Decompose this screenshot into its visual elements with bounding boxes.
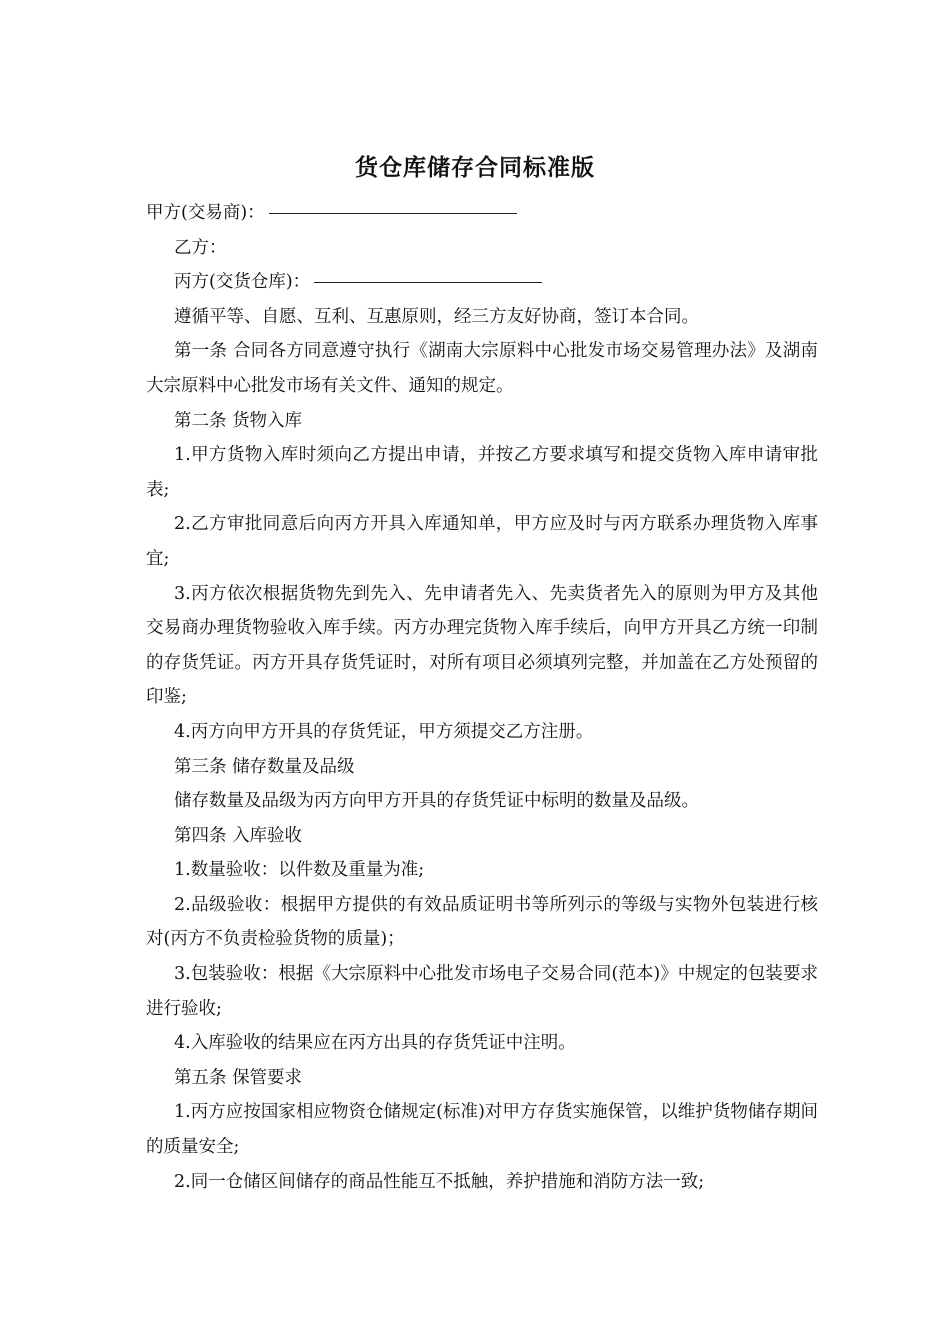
paragraph: 4.入库验收的结果应在丙方出具的存货凭证中注明。 (174, 1033, 576, 1054)
party-b-line (146, 231, 818, 266)
document-body (146, 196, 818, 1199)
article-1-paragraph: 第一条 合同各方同意遵守执行《湖南大宗原料中心批发市场交易管理办法》及湖南大宗原料中心批发市场有关文件、通知的规定。 (146, 341, 818, 396)
article-2-heading: 第二条 货物入库 (174, 410, 303, 431)
paragraph: 3.丙方依次根据货物先到先入、先申请者先入、先卖货者先入的原则为甲方及其他交易商办理货物验收入库手续。丙方办理完货物入库手续后，向甲方开具乙方统一印制的存货凭证。丙方开具存货凭证时，对所有项目必须填列完整，并加盖在乙方处预留的印鉴; (146, 583, 818, 708)
article-4-heading: 第四条 入库验收 (174, 825, 303, 846)
party-a-line (146, 196, 818, 231)
paragraph: 遵循平等、自愿、互利、互惠原则，经三方友好协商，签订本合同。 (174, 306, 699, 327)
party-c-line (146, 265, 818, 300)
document-title: 货仓库储存合同标准版 (355, 155, 595, 181)
paragraph: 1.甲方货物入库时须向乙方提出申请，并按乙方要求填写和提交货物入库申请审批表; (146, 445, 818, 500)
paragraph: 2.同一仓储区间储存的商品性能互不抵触，养护措施和消防方法一致; (174, 1171, 705, 1192)
party-c-label: 丙方(交货仓库)： (174, 272, 311, 293)
article-5-heading: 第五条 保管要求 (174, 1067, 303, 1088)
party-b-label: 乙方： (174, 237, 227, 258)
paragraph: 2.乙方审批同意后向丙方开具入库通知单，甲方应及时与丙方联系办理货物入库事宜; (146, 514, 818, 569)
paragraph: 1.丙方应按国家相应物资仓储规定(标准)对甲方存货实施保管，以维护货物储存期间的质量安全; (146, 1102, 818, 1158)
party-a-blank (269, 212, 517, 214)
paragraph: 1.数量验收：以件数及重量为准; (174, 860, 425, 881)
paragraph: 4.丙方向甲方开具的存货凭证，甲方须提交乙方注册。 (174, 721, 594, 742)
paragraph: 2.品级验收：根据甲方提供的有效品质证明书等所列示的等级与实物外包装进行核对(丙方不负责检验货物的质量)； (146, 894, 818, 950)
paragraph: 3.包装验收：根据《大宗原料中心批发市场电子交易合同(范本)》中规定的包装要求进行验收; (146, 964, 818, 1019)
paragraph: 储存数量及品级为丙方向甲方开具的存货凭证中标明的数量及品级。 (174, 791, 699, 812)
article-3-heading: 第三条 储存数量及品级 (174, 756, 355, 777)
party-c-blank (314, 281, 542, 283)
party-a-label: 甲方(交易商)： (146, 203, 265, 223)
